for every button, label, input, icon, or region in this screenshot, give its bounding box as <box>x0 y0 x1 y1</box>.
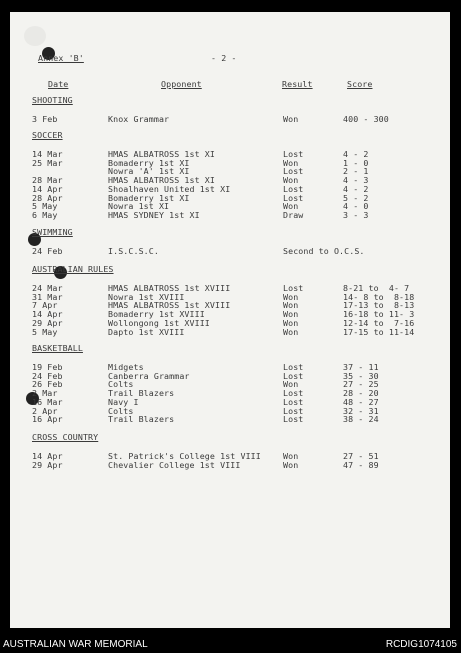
row-result: Lost <box>283 362 304 372</box>
row-score: 4 - 2 <box>343 183 369 194</box>
row-result: Lost <box>283 370 304 381</box>
archive-footer <box>0 637 461 653</box>
row-opponent: Wollongong 1st XVIII <box>108 317 210 328</box>
row-date: 25 Mar <box>32 157 63 168</box>
row-opponent: Navy I <box>108 396 139 407</box>
row-opponent: Nowra 1st XVIII <box>108 291 185 302</box>
row-result: Won <box>283 300 299 311</box>
row-result: Lost <box>283 396 304 407</box>
row-result: Lost <box>283 192 304 203</box>
row-score: 5 - 2 <box>343 192 369 203</box>
row-opponent: HMAS ALBATROSS 1st XI <box>108 175 215 186</box>
column-header-result: Result <box>282 79 313 89</box>
row-date: 5 May <box>32 201 58 212</box>
row-score: 4 - 0 <box>343 201 369 212</box>
row-score: 16-18 to 11- 3 <box>343 309 415 320</box>
row-opponent: St. Patrick's College 1st VIII <box>108 451 261 461</box>
row-opponent: I.S.C.S.C. <box>108 246 159 256</box>
row-score: 48 - 27 <box>343 396 379 407</box>
section-heading: SHOOTING <box>32 95 73 105</box>
paper-smudge <box>24 26 46 46</box>
row-date: 29 Apr <box>32 459 63 470</box>
row-opponent: Dapto 1st XVIII <box>108 326 185 337</box>
row-score: 28 - 20 <box>343 388 379 399</box>
row-result: Won <box>283 175 299 186</box>
row-score: 37 - 11 <box>343 362 379 372</box>
row-result: Won <box>283 451 299 461</box>
row-opponent: Shoalhaven United 1st XI <box>108 183 231 194</box>
column-header-date: Date <box>48 79 69 89</box>
row-date: 24 Feb <box>32 246 63 256</box>
row-opponent: Chevalier College 1st VIII <box>108 459 241 470</box>
row-date: 3 Feb <box>32 114 58 124</box>
annex-label: Annex 'B' <box>38 53 84 63</box>
row-opponent: Midgets <box>108 362 144 372</box>
row-result: Won <box>283 157 299 168</box>
section-heading: SWIMMING <box>32 227 73 237</box>
row-score: 4 - 3 <box>343 175 369 186</box>
row-opponent: HMAS ALBATROSS 1st XI <box>108 149 215 159</box>
column-header-opponent: Opponent <box>161 79 202 89</box>
row-date: 5 May <box>32 326 58 337</box>
row-date: 28 Mar <box>32 175 63 186</box>
row-score: 27 - 25 <box>343 379 379 390</box>
row-opponent: Colts <box>108 379 134 390</box>
document-page <box>10 12 450 628</box>
row-opponent: Bomaderry 1st XI <box>108 192 190 203</box>
row-date: 14 Apr <box>32 183 63 194</box>
column-header-score: Score <box>347 79 373 89</box>
row-result: Won <box>283 459 299 470</box>
row-opponent: Trail Blazers <box>108 388 175 399</box>
row-opponent: Nowra 1st XI <box>108 201 170 212</box>
row-score: 17-15 to 11-14 <box>343 326 415 337</box>
row-result: Draw <box>283 209 304 220</box>
row-opponent: Canberra Grammar <box>108 370 190 381</box>
row-result: Lost <box>283 166 304 177</box>
row-score: 12-14 to 7-16 <box>343 317 415 328</box>
row-result: Won <box>283 317 299 328</box>
row-date: 26 Feb <box>32 379 63 390</box>
row-date: 16 Apr <box>32 414 63 425</box>
row-opponent: Nowra 'A' 1st XI <box>108 166 190 177</box>
row-date: 31 Mar <box>32 291 63 302</box>
row-opponent: HMAS SYDNEY 1st XI <box>108 209 200 220</box>
row-date: 14 Apr <box>32 451 63 461</box>
section-heading: AUSTRALIAN RULES <box>32 264 114 274</box>
row-result: Won <box>283 291 299 302</box>
row-date: 2 Mar <box>32 388 58 399</box>
row-result: Lost <box>283 414 304 425</box>
row-result: Won <box>283 309 299 320</box>
row-opponent: Colts <box>108 405 134 416</box>
row-score: 8-21 to 4- 7 <box>343 283 410 293</box>
row-score: 27 - 51 <box>343 451 379 461</box>
row-result: Lost <box>283 388 304 399</box>
row-score: 47 - 89 <box>343 459 379 470</box>
row-score: 4 - 2 <box>343 149 369 159</box>
row-score: 2 - 1 <box>343 166 369 177</box>
row-score: 400 - 300 <box>343 114 389 124</box>
row-score: 38 - 24 <box>343 414 379 425</box>
row-date: 19 Feb <box>32 362 63 372</box>
row-score: 1 - 0 <box>343 157 369 168</box>
row-date: 29 Apr <box>32 317 63 328</box>
row-score: 32 - 31 <box>343 405 379 416</box>
row-result: Lost <box>283 405 304 416</box>
row-date: 6 May <box>32 209 58 220</box>
row-result: Lost <box>283 183 304 194</box>
row-result: Won <box>283 379 299 390</box>
page-number: - 2 - <box>211 53 237 63</box>
row-date: 24 Feb <box>32 370 63 381</box>
row-score: 35 - 30 <box>343 370 379 381</box>
row-date: 24 Mar <box>32 283 63 293</box>
section-heading: BASKETBALL <box>32 343 83 353</box>
row-opponent: Bomaderry 1st XI <box>108 157 190 168</box>
row-date: 28 Apr <box>32 192 63 203</box>
row-result: Won <box>283 201 299 212</box>
section-heading: CROSS COUNTRY <box>32 432 99 442</box>
footer-source: AUSTRALIAN WAR MEMORIAL <box>3 639 148 650</box>
row-result: Second to O.C.S. <box>283 246 365 256</box>
row-score: 14- 8 to 8-18 <box>343 291 415 302</box>
row-date: 14 Mar <box>32 149 63 159</box>
row-score: 3 - 3 <box>343 209 369 220</box>
section-heading: SOCCER <box>32 130 63 140</box>
row-result: Lost <box>283 149 304 159</box>
row-date: 7 Apr <box>32 300 58 311</box>
row-result: Lost <box>283 283 304 293</box>
row-opponent: Knox Grammar <box>108 114 170 124</box>
row-result: Won <box>283 114 299 124</box>
row-opponent: Bomaderry 1st XVIII <box>108 309 205 320</box>
row-result: Won <box>283 326 299 337</box>
row-opponent: Trail Blazers <box>108 414 175 425</box>
row-date: 2 Apr <box>32 405 58 416</box>
row-score: 17-13 to 8-13 <box>343 300 415 311</box>
footer-reference: RCDIG1074105 <box>385 639 457 650</box>
row-date: 14 Apr <box>32 309 63 320</box>
row-opponent: HMAS ALBATROSS 1st XVIII <box>108 283 231 293</box>
row-opponent: HMAS ALBATROSS 1st XVIII <box>108 300 231 311</box>
row-date: 16 Mar <box>32 396 63 407</box>
